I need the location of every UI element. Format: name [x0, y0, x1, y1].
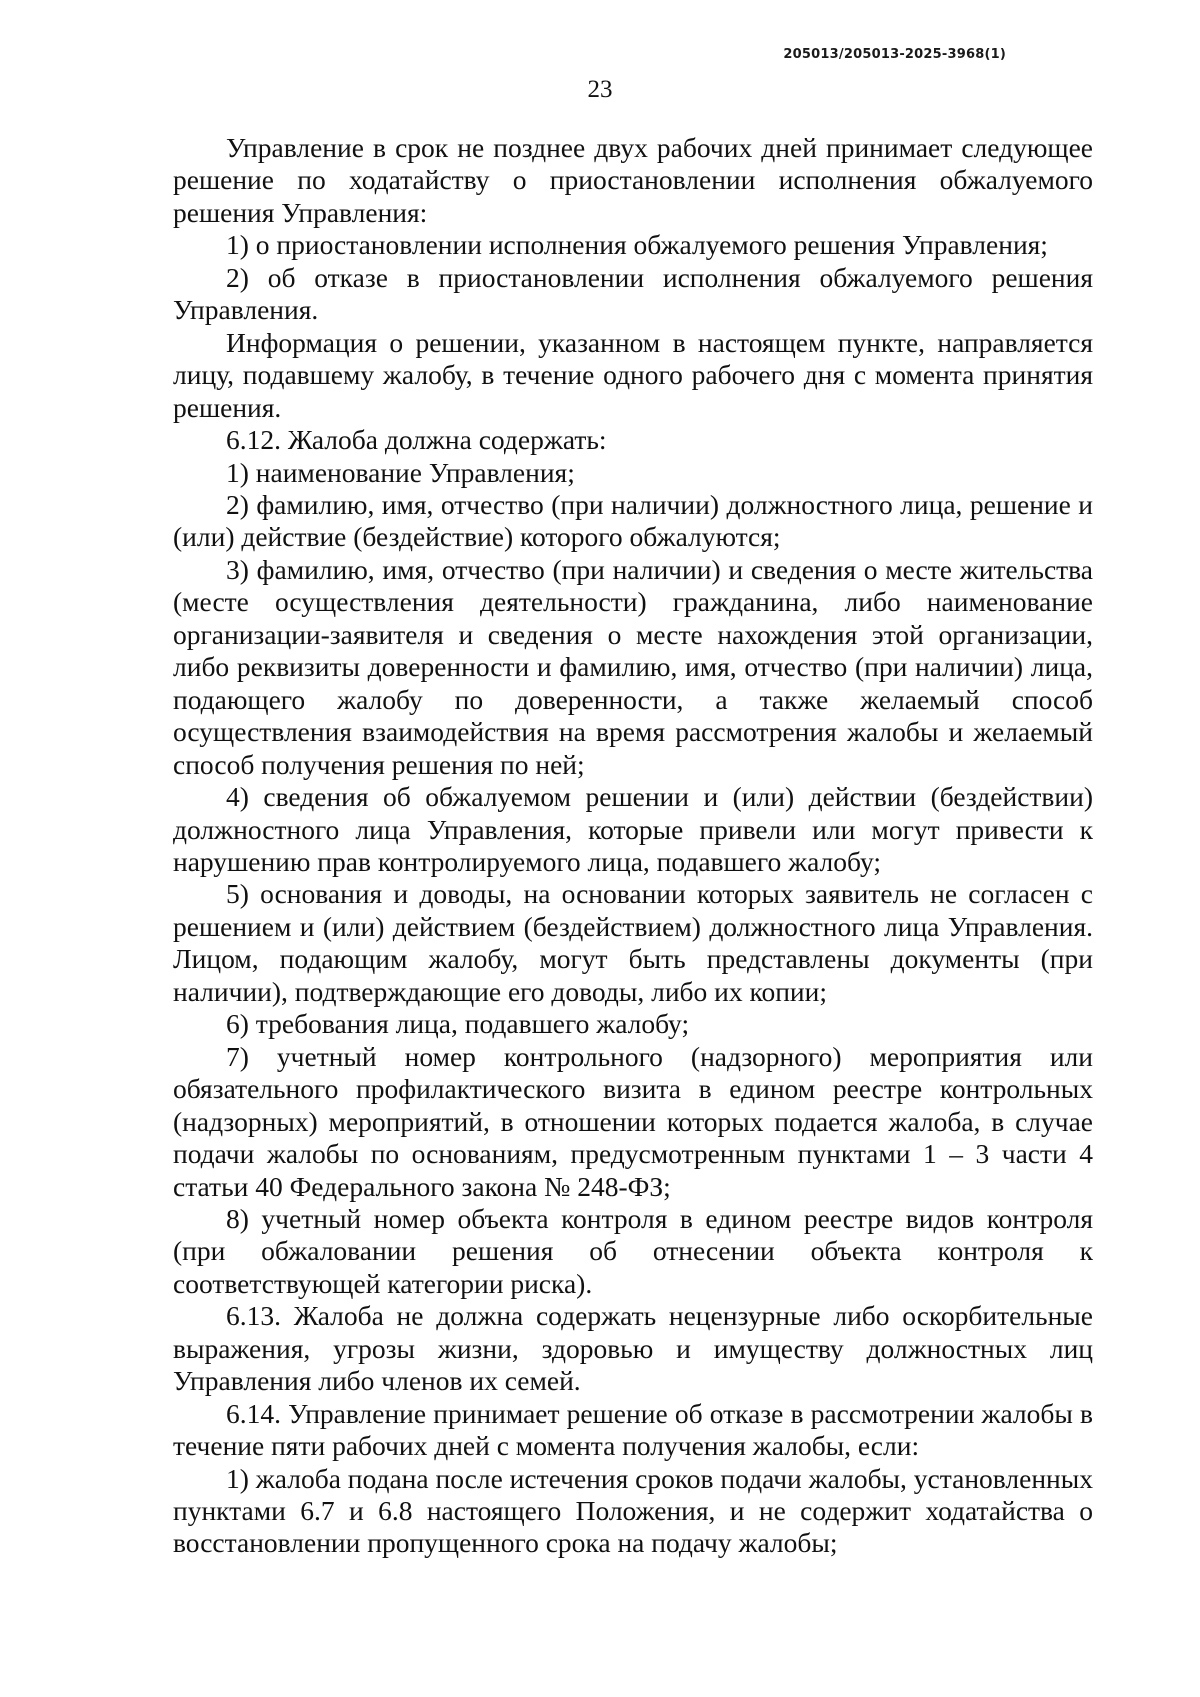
- list-item: 2) об отказе в приостановлении исполнения обжалуемого решения Управления.: [173, 261, 1093, 326]
- list-item: 4) сведения об обжалуемом решении и (или) действии (бездействии) должностного лица Управления, которые привели или могут привести к нарушению прав контролируемого лица, подавшего жалобу;: [173, 781, 1093, 877]
- list-item: 6) требования лица, подавшего жалобу;: [226, 1008, 690, 1040]
- paragraph-intro: Управление в срок не позднее двух рабочих дней принимает следующее решение по ходатайству о приостановлении исполнения обжалуемого решения Управления:: [173, 132, 1093, 228]
- paragraph: Информация о решении, указанном в настоящем пункте, направляется лицу, подавшему жалобу, в течение одного рабочего дня с момента принятия решения.: [173, 326, 1093, 423]
- section-6-14: 6.14. Управление принимает решение об отказе в рассмотрении жалобы в течение пяти рабочих дней с момента получения жалобы, если:: [173, 1397, 1093, 1462]
- document-registration-number: 205013/205013-2025-3968(1): [783, 47, 1006, 62]
- list-item: 3) фамилию, имя, отчество (при наличии) и сведения о месте жительства (месте осуществления деятельности) гражданина, либо наименование организации-заявителя и сведения о месте нахождения этой организации, либо реквизиты доверенности и фамилию, имя, отчество (при наличии) лица, подающего жалобу по доверенности, а также желаемый способ осуществления взаимодействия на время рассмотрения жалобы и желаемый способ получения решения по ней;: [173, 553, 1093, 780]
- list-item: 1) жалоба подана после истечения сроков подачи жалобы, установленных пунктами 6.7 и 6.8 настоящего Положения, и не содержит ходатайства о восстановлении пропущенного срока на подачу жалобы;: [173, 1462, 1093, 1559]
- list-item: 7) учетный номер контрольного (надзорного) мероприятия или обязательного профилактического визита в едином реестре контрольных (надзорных) мероприятий, в отношении которых подается жалоба, в случае подачи жалобы по основаниям, предусмотренным пунктами 1 – 3 части 4 статьи 40 Федерального закона № 248-ФЗ;: [173, 1040, 1093, 1202]
- document-body: [173, 132, 1093, 1560]
- list-item: 1) о приостановлении исполнения обжалуемого решения Управления;: [226, 229, 1048, 261]
- page-number: 23: [587, 76, 613, 103]
- list-item: 8) учетный номер объекта контроля в едином реестре видов контроля (при обжаловании решения об отнесении объекта контроля к соответствующей категории риска).: [173, 1202, 1093, 1299]
- section-6-13: 6.13. Жалоба не должна содержать нецензурные либо оскорбительные выражения, угрозы жизни, здоровью и имуществу должностных лиц Управления либо членов их семей.: [173, 1300, 1093, 1397]
- list-item: 2) фамилию, имя, отчество (при наличии) должностного лица, решение и (или) действие (бездействие) которого обжалуются;: [173, 488, 1093, 553]
- list-item: 5) основания и доводы, на основании которых заявитель не согласен с решением и (или) действием (бездействием) должностного лица Управления. Лицом, подающим жалобу, могут быть представлены документы (при наличии), подтверждающие его доводы, либо их копии;: [173, 878, 1093, 1007]
- section-heading-6-12: 6.12. Жалоба должна содержать:: [226, 424, 607, 456]
- list-item: 1) наименование Управления;: [226, 456, 575, 488]
